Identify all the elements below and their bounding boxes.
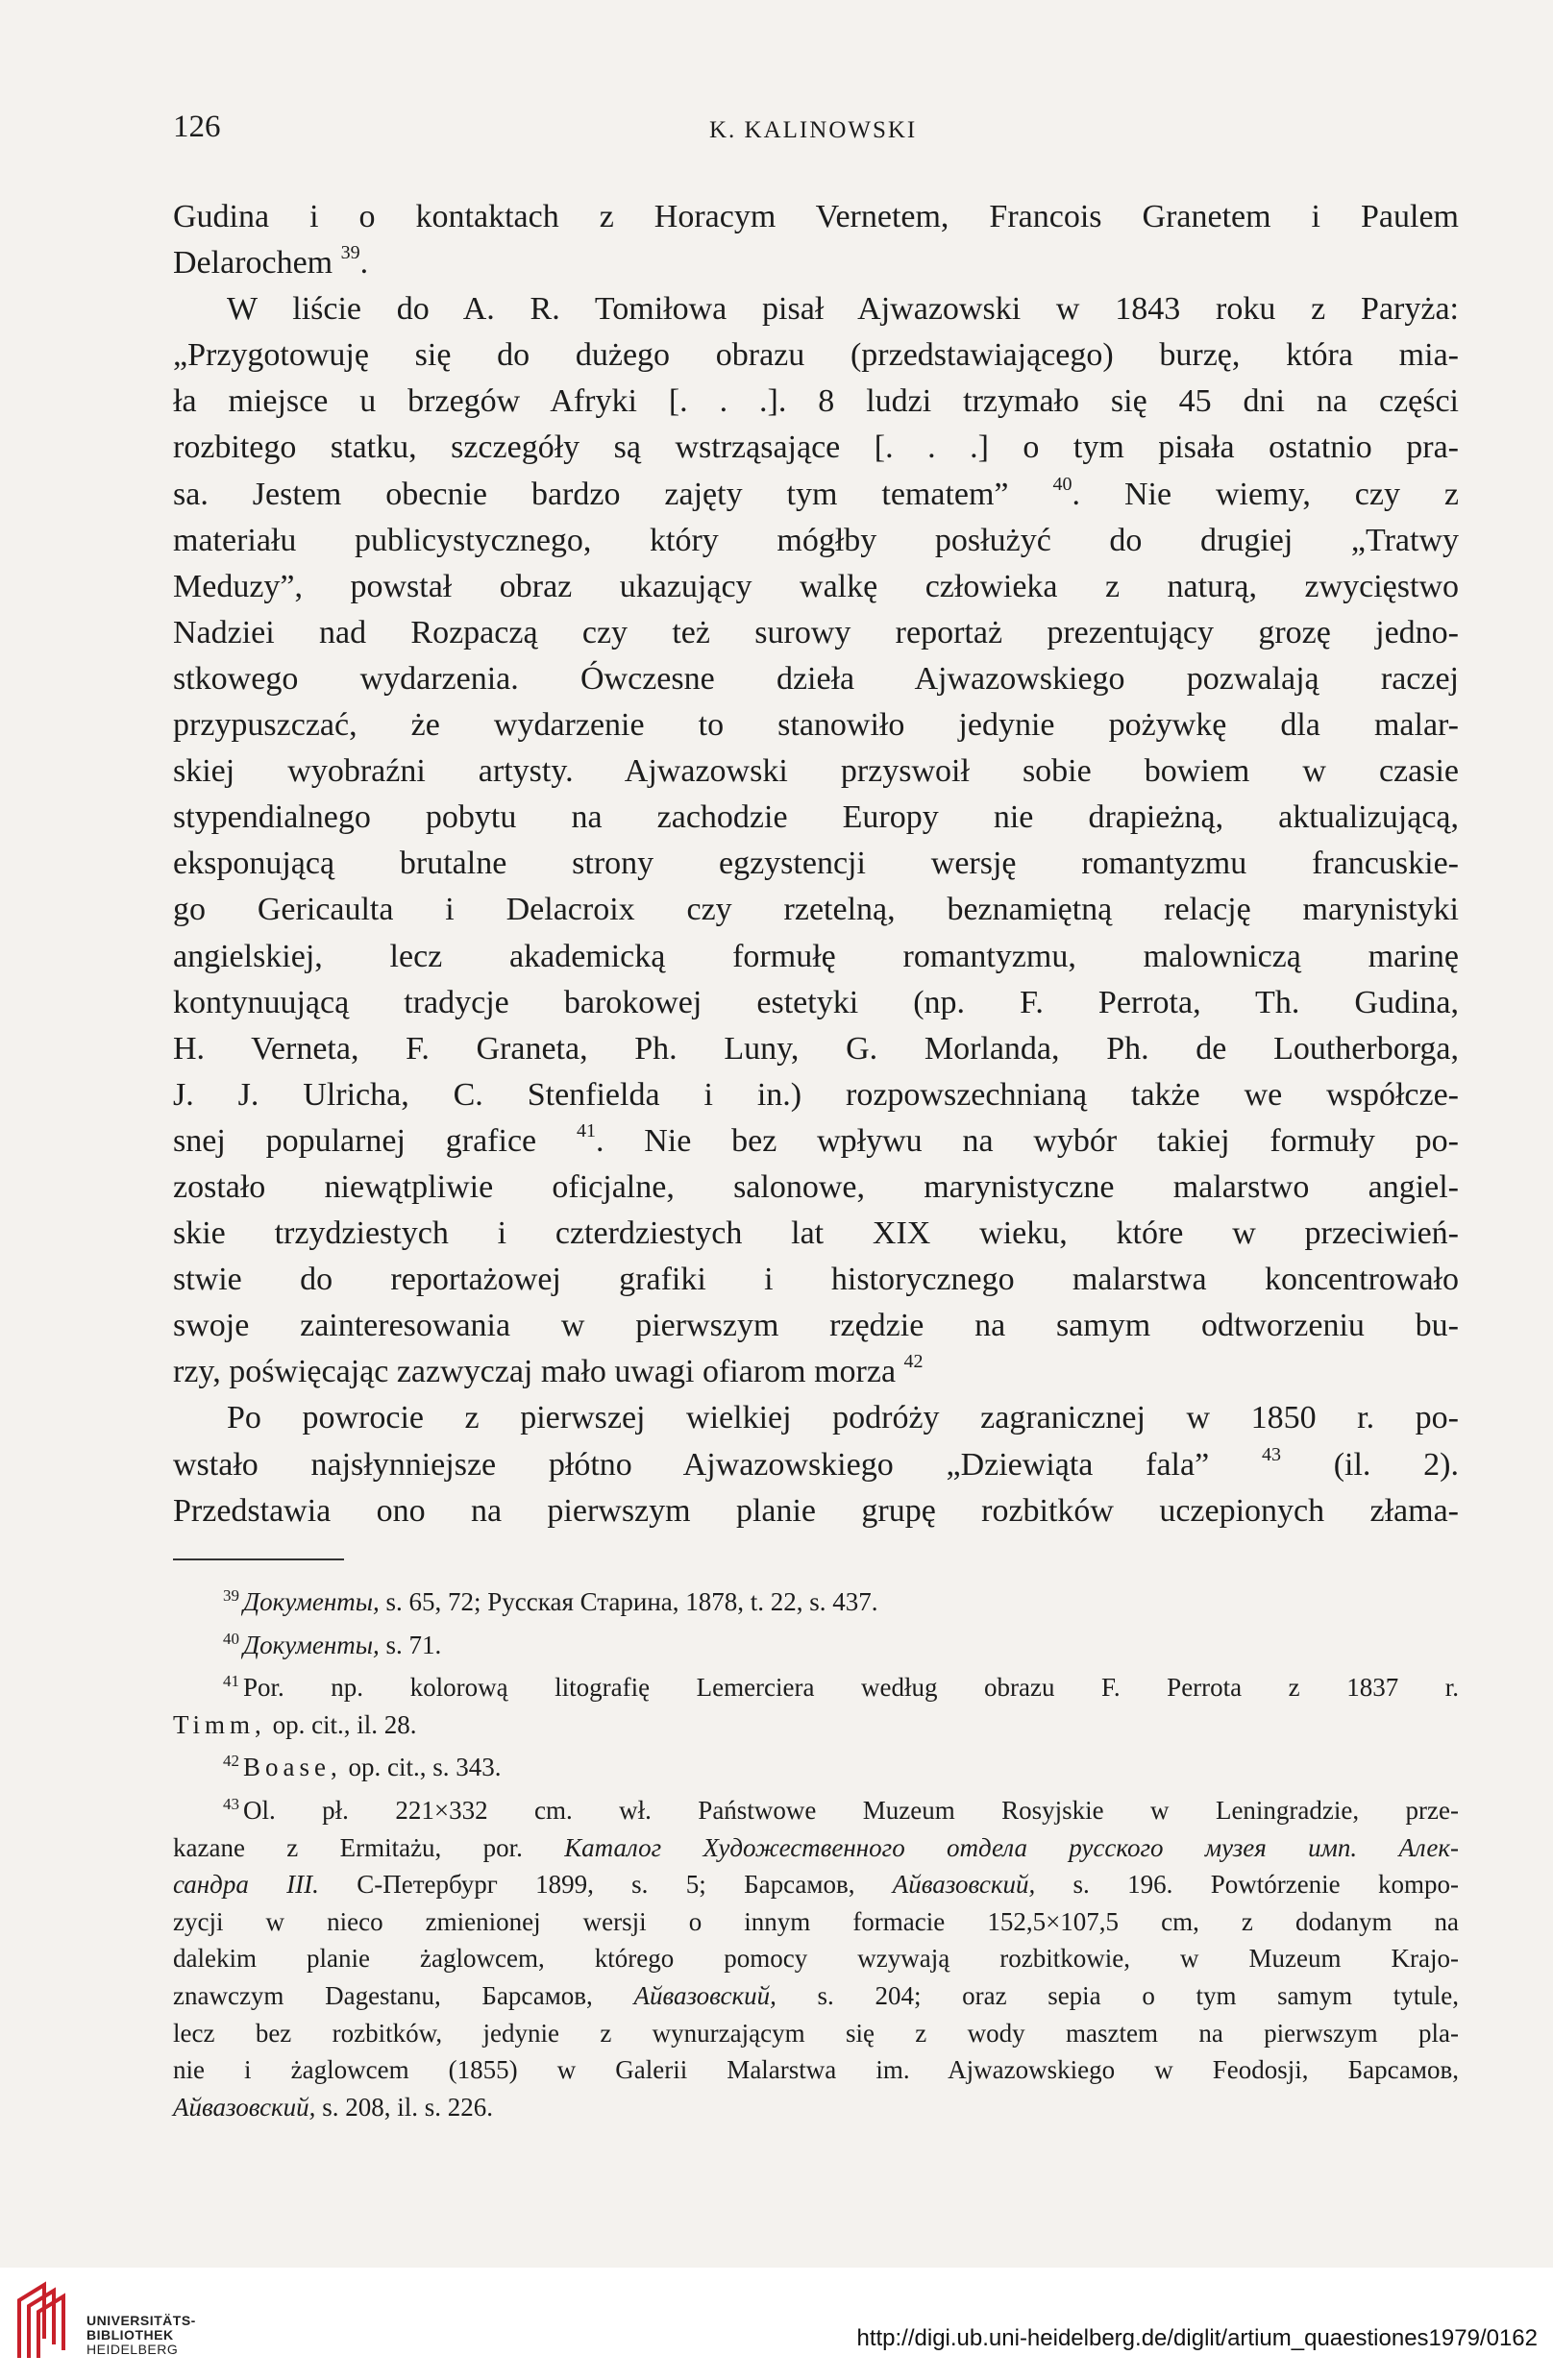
body-line: H. Verneta, F. Graneta, Ph. Luny, G. Morlanda, Ph. de Loutherborga, [173,1030,1459,1067]
body-line: Meduzy”, powstał obraz ukazujący walkę człowieka z naturą, zwycięstwo [173,568,1459,604]
footnote-43-cont: nie i żaglowcem (1855) w Galerii Malarstwa im. Ajwazowskiego w Feodosji, Барсамов, [173,2055,1459,2085]
body-text [173,194,1459,1534]
running-head: K. KALINOWSKI [709,117,918,143]
body-line: wstało najsłynniejsze płótno Ajwazowskiego „Dziewiąta fala” $^{43}$ (il. 2). [173,1443,1460,1483]
footnote-43-cont: Айвазовский, s. 208, il. s. 226. [173,2092,493,2122]
body-line: Po powrocie z pierwszej wielkiej podróży zagranicznej w 1850 r. po- [227,1400,1459,1436]
footnote-number: 40 [223,1629,239,1648]
body-line: rzy, poświęcając zazwyczaj mało uwagi ofiarom morza $^{42}$ [173,1351,924,1390]
body-line: Nadziei nad Rozpaczą czy też surowy reportaż prezentujący grozę jedno- [173,614,1459,650]
footnote-43-cont: znawczym Dagestanu, Барсамов, Айвазовский, s. 204; oraz sepia o tym samym tytule, [173,1980,1459,2010]
footnote-43-cont: сандра III. С-Петербург 1899, s. 5; Барсамов, Айвазовский, s. 196. Powtórzenie kompo- [173,1870,1459,1900]
footnote-ref[interactable]: 43 [1261,1443,1281,1465]
footnote-43-cont: dalekim planie żaglowcem, którego pomocy wzywają rozbitkowie, w Muzeum Krajo- [173,1944,1459,1974]
body-line: ła miejsce u brzegów Afryki [. . .]. 8 ludzi trzymało się 45 dni na części [173,383,1459,420]
page-number: 126 [173,110,221,144]
body-line: Delarochem $^{39}$. [173,242,369,282]
body-line: sa. Jestem obecnie bardzo zajęty tym tematem” $^{40}$. Nie wiemy, czy z [173,473,1459,512]
body-line: „Przygotowuję się do dużego obrazu (przedstawiającego) burzę, która mia- [173,337,1459,374]
footnotes [173,1578,1459,2125]
footnote-43: $^{43}$ Ol. pł. 221×332 cm. wł. Państwowe Muzeum Rosyjskie w Leningradzie, prze- [223,1794,1459,1825]
footnote-number: 41 [223,1672,239,1691]
body-line: materiału publicystycznego, który mógłby posłużyć do drugiej „Tratwy [173,522,1459,558]
viewer-footer [0,2268,1553,2380]
body-line: skie trzydziestych i czterdziestych lat XIX wieku, które w przeciwień- [173,1215,1459,1252]
footnote-42: $^{42}$ Boase, op. cit., s. 343. [223,1752,502,1782]
footnote-41-cont: Timm, op. cit., il. 28. [173,1709,417,1739]
body-line: stkowego wydarzenia. Ówczesne dzieła Ajwazowskiego pozwalają raczej [173,660,1459,697]
footnote-41: $^{41}$ Por. np. kolorową litografię Lemerciera według obrazu F. Perrota z 1837 r. [223,1672,1459,1703]
body-line: zostało niewątpliwie oficjalne, salonowe, marynistyczne malarstwo angiel- [173,1168,1459,1205]
body-line: kontynuującą tradycje barokowej estetyki (np. F. Perrota, Th. Gudina, [173,984,1459,1020]
footnote-divider [173,1558,344,1560]
footnote-number: 42 [223,1752,239,1771]
library-name: UNIVERSITÄTS- BIBLIOTHEK HEIDELBERG [86,2313,196,2357]
body-line: eksponującą brutalne strony egzystencji wersję romantyzmu francuskie- [173,846,1459,882]
body-line: przypuszczać, że wydarzenie to stanowiło jedynie pożywkę dla malar- [173,707,1459,744]
body-line: Przedstawia ono na pierwszym planie grupę rozbitków uczepionych złama- [173,1492,1459,1529]
body-line: stwie do reportażowej grafiki i historycznego malarstwa koncentrowało [173,1262,1459,1298]
body-line: Gudina i o kontaktach z Horacym Vernetem, Francois Granetem i Paulem [173,199,1459,234]
body-line: snej popularnej grafice $^{41}$. Nie bez wpływu na wybór takiej formuły po- [173,1119,1459,1159]
footnote-ref[interactable]: 41 [576,1119,596,1141]
footnote-number: 39 [223,1586,239,1605]
footnote-40: $^{40}$ Документы, s. 71. [223,1629,442,1659]
footnote-ref[interactable]: 42 [903,1351,924,1373]
footnote-ref[interactable]: 40 [1052,473,1072,495]
body-line: J. J. Ulricha, C. Stenfielda i in.) rozpowszechnianą także we współcze- [173,1076,1459,1113]
footnote-ref[interactable]: 39 [340,242,360,264]
library-logo-icon [15,2281,71,2362]
footnote-number: 43 [223,1794,239,1813]
footnote-43-cont: lecz bez rozbitków, jedynie z wynurzającym się z wody masztem na pierwszym pla- [173,2018,1459,2048]
body-line: go Gericaulta i Delacroix czy rzetelną, beznamiętną relację marynistyki [173,892,1459,928]
body-line: stypendialnego pobytu na zachodzie Europy nie drapieżną, aktualizującą, [173,799,1459,836]
footnote-43-cont: zycji w nieco zmienionej wersji o innym formacie 152,5×107,5 cm, z dodanym na [173,1906,1459,1936]
footnote-39: $^{39}$ Документы, s. 65, 72; Русская Старина, 1878, t. 22, s. 437. [223,1586,878,1616]
source-url-link[interactable]: http://digi.ub.uni-heidelberg.de/diglit/artium_quaestiones1979/0162 [856,2325,1538,2351]
body-line: W liście do A. R. Tomiłowa pisał Ajwazowski w 1843 roku z Paryża: [227,291,1459,328]
footnote-43-cont: kazane z Ermitażu, por. Каталог Художественного отдела русского музея имп. Алек- [173,1832,1459,1862]
body-line: swoje zainteresowania w pierwszym rzędzie na samym odtworzeniu bu- [173,1308,1459,1344]
body-line: skiej wyobraźni artysty. Ajwazowski przyswoił sobie bowiem w czasie [173,753,1459,790]
body-line: angielskiej, lecz akademicką formułę romantyzmu, malowniczą marinę [173,938,1459,974]
body-line: rozbitego statku, szczegóły są wstrząsające [. . .] o tym pisała ostatnio pra- [173,429,1459,466]
